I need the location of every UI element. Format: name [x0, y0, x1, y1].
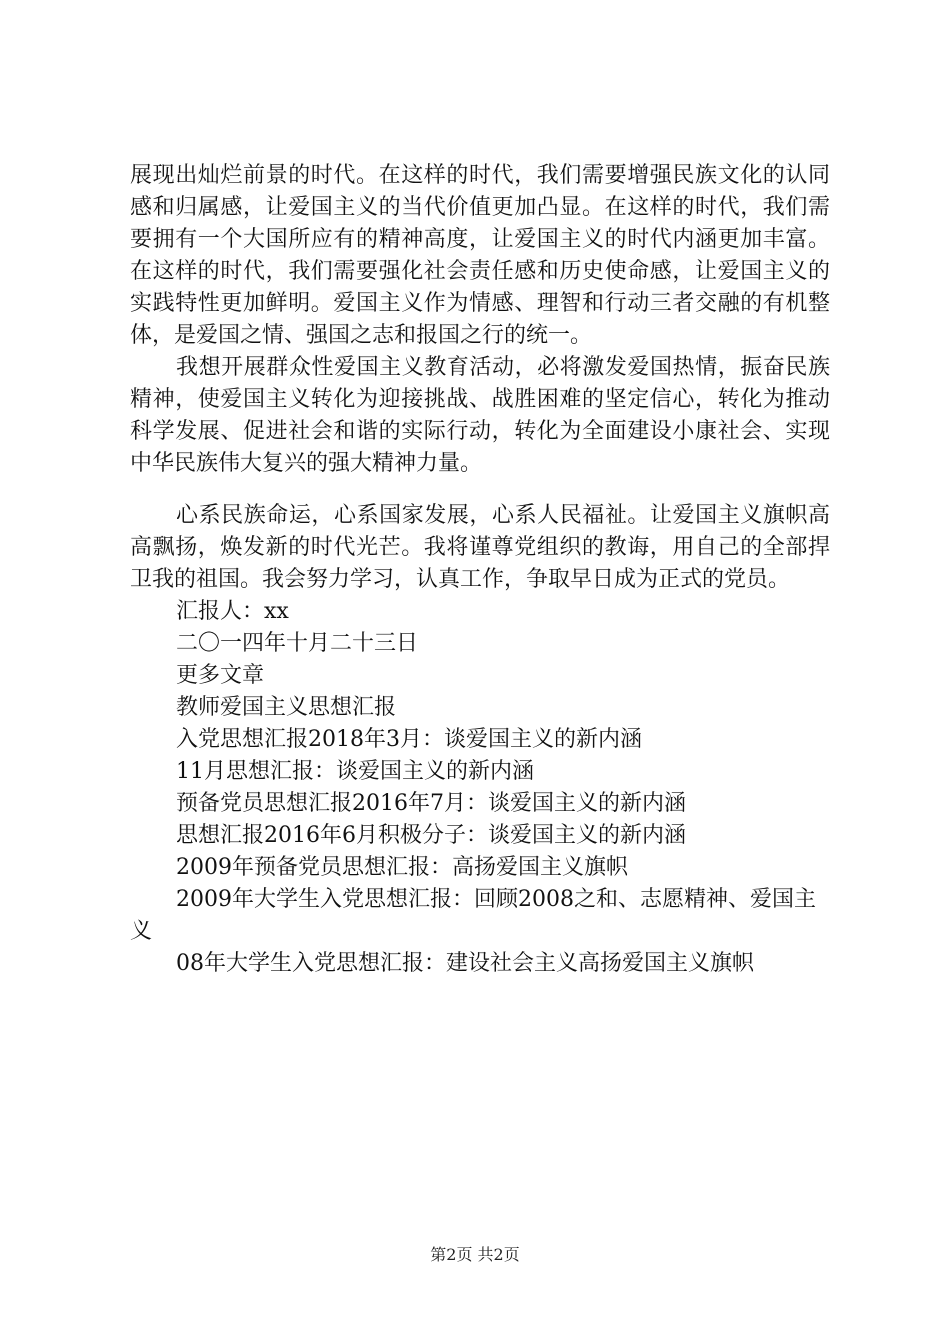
article-link[interactable]: 2009年大学生入党思想汇报：回顾2008之和、志愿精神、爱国主义 [130, 887, 816, 944]
article-link[interactable]: 预备党员思想汇报2016年7月：谈爱国主义的新内涵 [176, 791, 686, 816]
paragraph-closing: 心系民族命运，心系国家发展，心系人民福祉。让爱国主义旗帜高高飘扬，焕发新的时代光芒。我将谨尊党组织的教诲，用自己的全部捍卫我的祖国。我会努力学习，认真工作，争取早日成为正式的党员。 [130, 503, 830, 592]
page-number-footer: 第2页 共2页 [430, 1245, 520, 1264]
article-link[interactable]: 2009年预备党员思想汇报：高扬爱国主义旗帜 [176, 855, 628, 880]
more-articles-heading: 更多文章 [176, 663, 265, 688]
article-link[interactable]: 入党思想汇报2018年3月：谈爱国主义的新内涵 [176, 727, 642, 752]
date-line: 二〇一四年十月二十三日 [176, 631, 419, 656]
paragraph-education: 我想开展群众性爱国主义教育活动，必将激发爱国热情，振奋民族精神，使爱国主义转化为迎接挑战、战胜困难的坚定信心，转化为推动科学发展、促进社会和谐的实际行动，转化为全面建设小康社会、实现中华民族伟大复兴的强大精神力量。 [130, 355, 830, 476]
article-link[interactable]: 08年大学生入党思想汇报：建设社会主义高扬爱国主义旗帜 [176, 951, 754, 976]
paragraph-gap [130, 480, 830, 500]
article-link[interactable]: 思想汇报2016年6月积极分子：谈爱国主义的新内涵 [176, 823, 686, 848]
article-link[interactable]: 11月思想汇报：谈爱国主义的新内涵 [176, 759, 534, 784]
paragraph-continuation: 展现出灿烂前景的时代。在这样的时代，我们需要增强民族文化的认同感和归属感，让爱国主义的当代价值更加凸显。在这样的时代，我们需要拥有一个大国所应有的精神高度，让爱国主义的时代内涵更加丰富。在这样的时代，我们需要强化社会责任感和历史使命感，让爱国主义的实践特性更加鲜明。爱国主义作为情感、理智和行动三者交融的有机整体，是爱国之情、强国之志和报国之行的统一。 [130, 163, 830, 348]
article-link[interactable]: 教师爱国主义思想汇报 [176, 695, 397, 720]
document-body [130, 160, 830, 980]
reporter-line: 汇报人：xx [176, 599, 289, 624]
